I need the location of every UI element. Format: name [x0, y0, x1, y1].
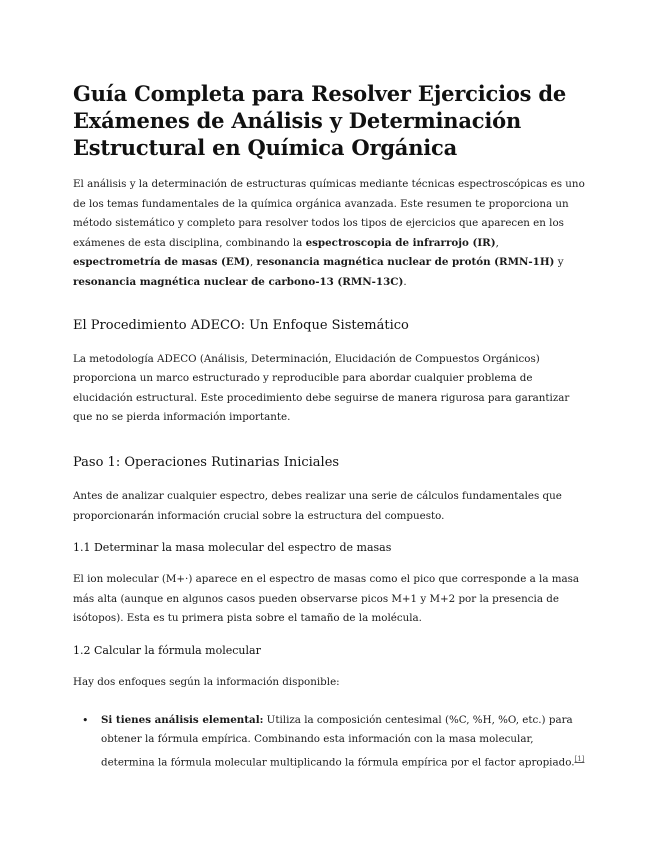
intro-separator: , [249, 256, 257, 269]
intro-text: El análisis y la determinación de estructuras químicas mediante técnicas espectroscópicas es uno de los temas fundamentales de la química orgánica avanzada. Este resumen te proporciona un método sistemático y completo para resolver todos los tipos de ejercicios que aparecen en los exámenes de esta disciplina, combinando la [73, 178, 585, 249]
list-item-text: Utiliza la composición centesimal (%C, %H, %O, etc.) para obtener la fórmula empírica. Combinando esta información con la masa molecular, determina la fórmula molecular multiplicando la fórmula empírica por el factor apropiado. [101, 713, 575, 769]
intro-term-rmn-1h: resonancia magnética nuclear de protón (RMN-1H) [256, 256, 555, 269]
intro-term-ir: espectroscopia de infrarrojo (IR) [305, 236, 496, 249]
subsection-heading-1-2: 1.2 Calcular la fórmula molecular [73, 643, 261, 657]
list-item [73, 711, 585, 773]
bullet-marker: • [82, 713, 89, 727]
subsection-heading-1-1: 1.1 Determinar la masa molecular del espectro de masas [73, 541, 392, 555]
document-title: Guía Completa para Resolver Ejercicios de Exámenes de Análisis y Determinación Estructural en Química Orgánica [73, 81, 567, 160]
intro-separator: , [495, 236, 499, 249]
intro-paragraph [73, 175, 585, 293]
subsection-paragraph-1-2: Hay dos enfoques según la información disponible: [73, 675, 340, 688]
list-item-lead: Si tienes análisis elemental: [101, 713, 264, 726]
section-paragraph-paso-1: Antes de analizar cualquier espectro, debes realizar una serie de cálculos fundamentales que proporcionarán información crucial sobre la estructura del compuesto. [73, 489, 562, 522]
intro-end: . [403, 275, 407, 288]
section-paragraph-adeco: La metodología ADECO (Análisis, Determinación, Elucidación de Compuestos Orgánicos) proporciona un marco estructurado y reproducible para abordar cualquier problema de elucidación estructural. Este procedimiento debe seguirse de manera rigurosa para garantizar que no se pierda información importante. [73, 352, 570, 424]
intro-term-rmn-13c: resonancia magnética nuclear de carbono-13 (RMN-13C) [73, 275, 404, 288]
section-heading-adeco: El Procedimiento ADECO: Un Enfoque Sistemático [73, 317, 409, 333]
document-content [73, 80, 585, 773]
footnote-reference-link[interactable]: [1] [574, 754, 585, 763]
bullet-list [73, 711, 585, 773]
intro-separator: y [554, 256, 564, 269]
subsection-paragraph-1-1: El ion molecular (M+·) aparece en el espectro de masas como el pico que corresponde a la masa más alta (aunque en algunos casos pueden observarse picos M+1 y M+2 por la presencia de isótopos). Esta es tu primera pista sobre el tamaño de la molécula. [73, 573, 580, 625]
intro-term-em: espectrometría de masas (EM) [73, 256, 250, 269]
section-heading-paso-1: Paso 1: Operaciones Rutinarias Iniciales [73, 454, 340, 470]
